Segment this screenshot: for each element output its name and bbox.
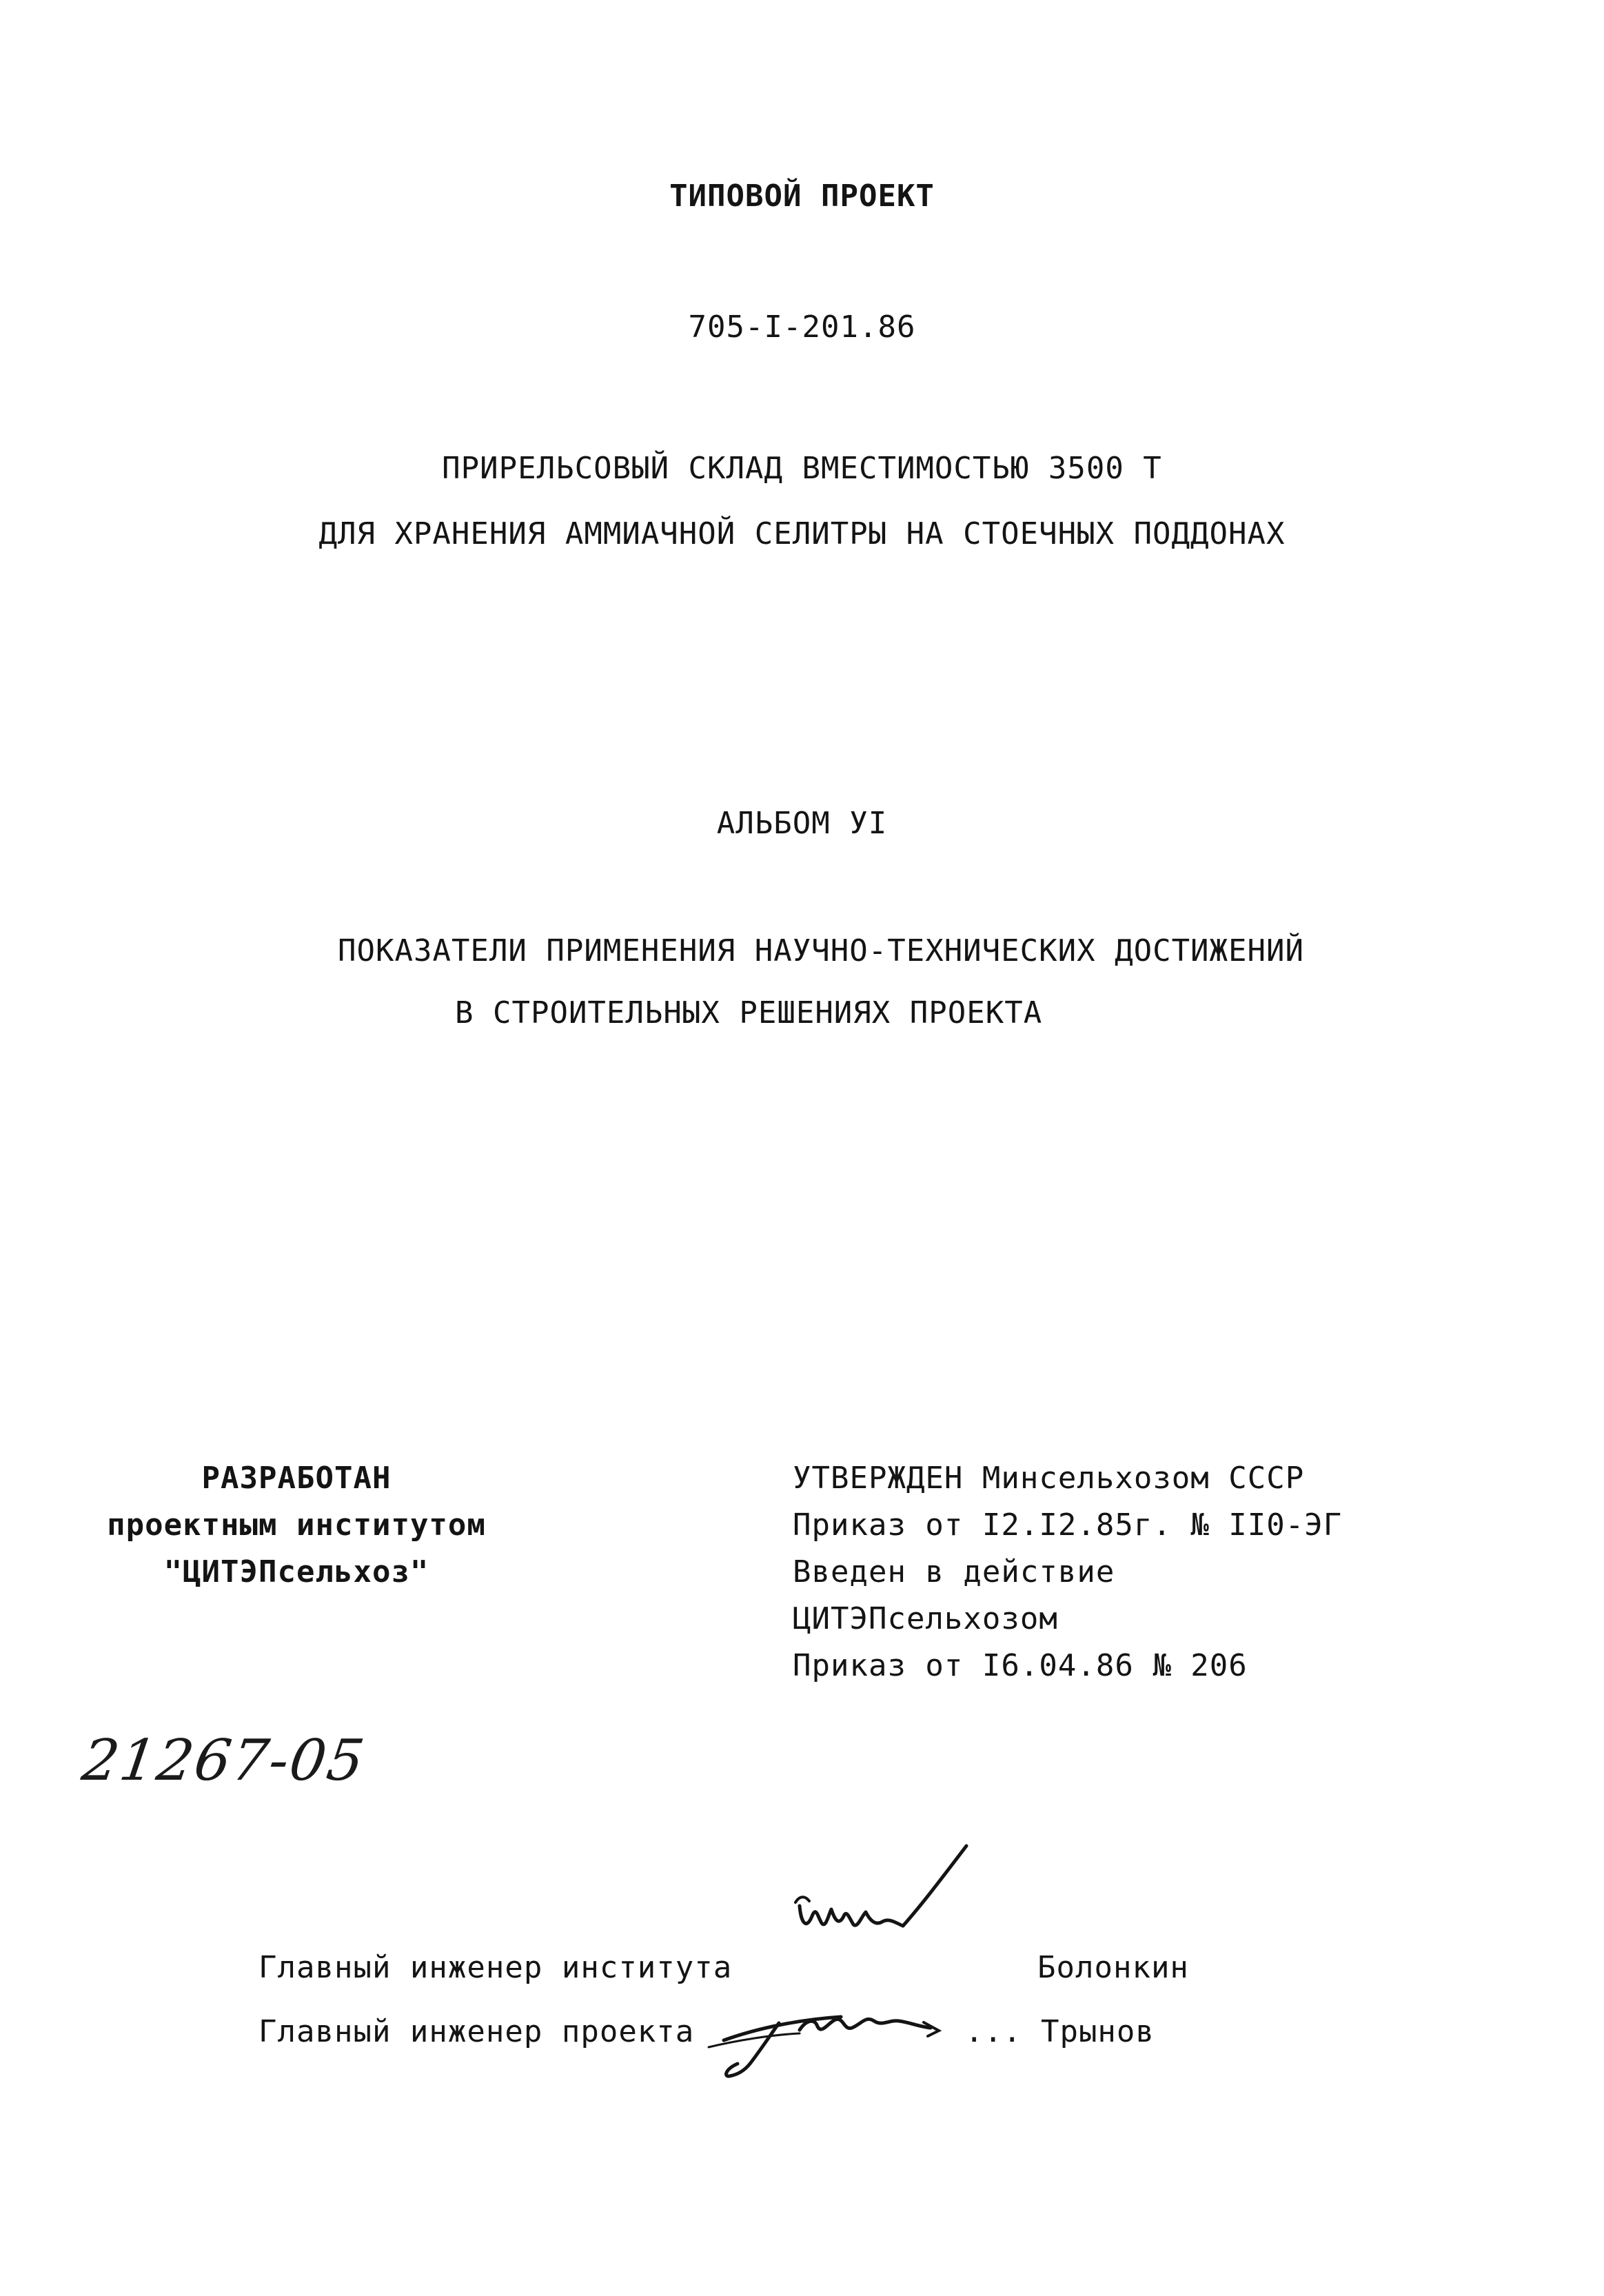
project-title-line-1: ПРИРЕЛЬСОВЫЙ СКЛАД ВМЕСТИМОСТЬЮ 3500 Т (442, 451, 1162, 486)
approval-line-2: Приказ от I2.I2.85г. № II0-ЭГ (793, 1507, 1343, 1543)
developer-line-2: проектным институтом (107, 1507, 486, 1543)
signature-chief-engineer-institute (786, 1840, 986, 1964)
album-label: АЛЬБОМ УI (716, 806, 888, 841)
chief-engineer-project-role: Главный инженер проекта (258, 2014, 695, 2049)
chief-engineer-institute-name: Болонкин (1037, 1950, 1189, 1985)
approval-line-3: Введен в действие (793, 1554, 1115, 1589)
chief-engineer-project-name: ... Трынов (965, 2014, 1155, 2049)
document-type-heading: ТИПОВОЙ ПРОЕКТ (669, 179, 935, 214)
approval-line-1: УТВЕРЖДЕН Минсельхозом СССР (793, 1461, 1305, 1496)
project-title-line-2: ДЛЯ ХРАНЕНИЯ АММИАЧНОЙ СЕЛИТРЫ НА СТОЕЧНЫХ ПОДДОНАХ (318, 516, 1286, 551)
chief-engineer-institute-role: Главный инженер института (258, 1950, 733, 1985)
inventory-number: 21267-05 (78, 1728, 369, 1794)
approval-line-4: ЦИТЭПсельхозом (793, 1601, 1058, 1636)
developer-line-3: "ЦИТЭПсельхоз" (163, 1554, 429, 1589)
document-number: 705-I-201.86 (688, 309, 916, 345)
approval-line-5: Приказ от I6.04.86 № 206 (793, 1648, 1248, 1683)
album-subtitle-line-1: ПОКАЗАТЕЛИ ПРИМЕНЕНИЯ НАУЧНО-ТЕХНИЧЕСКИХ ДОСТИЖЕНИЙ (338, 933, 1305, 968)
album-subtitle-line-2: В СТРОИТЕЛЬНЫХ РЕШЕНИЯХ ПРОЕКТА (455, 995, 1043, 1030)
developer-line-1: РАЗРАБОТАН (201, 1461, 392, 1496)
